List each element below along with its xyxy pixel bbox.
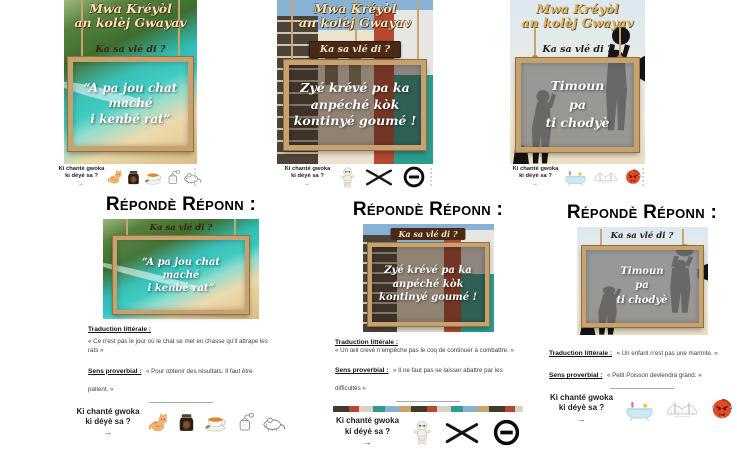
credit-mark	[642, 168, 644, 186]
poster-timoun	[510, 0, 645, 190]
poster-header	[277, 2, 433, 30]
question-text: Ka sa vlé di ?	[542, 44, 613, 55]
poster-header	[64, 2, 197, 30]
traduction-label: Traduction littérale :	[88, 326, 152, 333]
explanation-block	[549, 342, 735, 382]
gwoka-question: Ki chanté gwoka ki déyè sa ? →	[76, 406, 140, 438]
rat-icon	[183, 171, 202, 184]
arrow-icon: →	[362, 437, 373, 448]
bathtub-icon	[625, 398, 654, 421]
gwoka-strip	[510, 164, 645, 190]
sens-line	[549, 364, 735, 382]
coffee-jar-icon	[177, 413, 196, 432]
divider	[396, 401, 460, 402]
gwoka-question: Ki chanté gwoka ki déyè sa ? →	[58, 165, 105, 187]
traduction-text: « Un œil crevé n'empêche pas le coq de continuer à combattre. »	[335, 347, 514, 354]
arrow-icon: →	[532, 180, 539, 187]
coffee-jar-icon	[126, 170, 141, 185]
explanation-block	[335, 339, 521, 395]
arrow-icon: →	[576, 413, 587, 424]
proverb-text: Zyé krévé pa ka anpéché kòk kontinyé goumé !	[379, 265, 477, 304]
traduction-text: « Ce n'est pas le jour où le chat se met en chasse qu'il attrape les rats »	[88, 338, 268, 355]
crossed-lines-icon	[445, 420, 479, 445]
proverb-text: Zyé krévé pa ka anpéché kòk kontinyé goumé !	[293, 79, 417, 129]
gwoka-question: Ki chanté gwoka ki déyè sa ? →	[512, 165, 559, 187]
header-line2: an kolèj Gwayav	[521, 15, 634, 30]
sens-text: « Pour obtenir des résultats. Il faut être patient. »	[88, 367, 253, 393]
section-title: Répondè Réponn :	[105, 194, 257, 215]
arrow-icon: →	[304, 180, 311, 187]
gwoka-question: Ki chanté gwoka ki déyè sa ? →	[284, 165, 331, 187]
mini-poster-timoun	[577, 227, 708, 335]
sens-label: Sens proverbial :	[88, 367, 142, 375]
photo-strip	[333, 406, 523, 412]
credit-mark	[430, 168, 432, 186]
bridge-icon	[593, 169, 618, 185]
question-banner: Ka sa vlé di ?	[390, 228, 465, 240]
flyer-kok	[333, 199, 523, 449]
silhouettes-photo	[577, 227, 708, 335]
flyer-timoun	[547, 202, 737, 425]
teacup-icon	[144, 170, 162, 185]
mini-poster-chat	[103, 219, 259, 319]
bridge-icon	[666, 399, 698, 419]
proverb-text: “A pa jou chat maché i kenbé rat”	[141, 256, 221, 294]
bathtub-icon	[564, 168, 587, 186]
header-line2: an kolèj Gwayav	[74, 15, 187, 30]
explanation-block	[88, 326, 274, 396]
angry-face-icon	[710, 397, 734, 421]
teabag-icon	[165, 170, 180, 185]
header-line1: Mwa Kréyòl	[313, 1, 397, 16]
angry-face-icon	[624, 168, 642, 186]
houses-photo	[363, 224, 494, 332]
question-text: Ka sa vlé di ?	[149, 223, 213, 233]
header-line1: Mwa Kréyòl	[536, 1, 619, 16]
mummy-icon	[413, 420, 431, 445]
traduction-line	[549, 342, 735, 360]
traduction-text: « Un enfant n'est pas une marmite. »	[616, 350, 718, 357]
question-text: Ka sa vlé di ?	[95, 44, 166, 55]
sens-text: « Il ne faut pas se laisser abattre par les difficultés »	[335, 367, 503, 393]
gwoka-row	[333, 416, 523, 448]
gwoka-row	[547, 393, 737, 425]
proverb-text: Timoun pa ti chodyè	[616, 265, 668, 306]
proverb-text: “A pa jou chat maché i kenbé rat”	[83, 80, 178, 126]
sens-line	[335, 359, 521, 395]
question-banner: Ka sa vlé di ?	[309, 41, 401, 58]
sens-text: « Petit Poisson deviendra grand. »	[606, 372, 702, 379]
chalkboard-frame	[516, 58, 639, 152]
arrow-icon: →	[103, 427, 113, 438]
teacup-icon	[204, 413, 227, 432]
beach-photo	[64, 0, 197, 164]
mini-poster-kok	[363, 224, 494, 332]
no-entry-icon	[493, 419, 520, 446]
proverb-frame	[368, 243, 489, 326]
beach-photo	[103, 219, 259, 319]
flyer-chat	[76, 194, 276, 439]
gwoka-row	[76, 406, 276, 439]
traduction-label: Traduction littérale :	[335, 339, 399, 346]
houses-photo	[277, 0, 433, 164]
poster-header	[510, 2, 645, 30]
question-text: Ka sa vlé di ?	[610, 231, 674, 241]
sens-label: Sens proverbial :	[335, 367, 389, 375]
proverb-text: Timoun pa ti chodyè	[545, 77, 610, 131]
proverb-frame	[68, 57, 193, 151]
traduction-label: Traduction littérale :	[549, 350, 613, 357]
poster-chat	[58, 0, 197, 190]
silhouettes-photo	[510, 0, 645, 164]
cat-icon	[148, 412, 169, 433]
proverb-frame	[284, 60, 426, 150]
rat-icon	[262, 415, 286, 431]
cat-icon	[107, 169, 123, 185]
credit-mark	[194, 168, 196, 186]
sens-label: Sens proverbial :	[549, 372, 603, 379]
crossed-lines-icon	[365, 167, 393, 187]
divider	[149, 402, 213, 403]
arrow-icon: →	[78, 180, 85, 187]
divider	[610, 388, 674, 389]
poster-kok	[277, 0, 433, 190]
header-line2: an kolèj Gwayav	[298, 15, 412, 30]
gwoka-strip	[58, 164, 197, 190]
header-line1: Mwa Kréyòl	[89, 1, 172, 16]
teabag-icon	[235, 413, 254, 432]
no-entry-icon	[403, 166, 425, 188]
mummy-icon	[340, 167, 355, 188]
section-title: Répondè Réponn :	[566, 202, 718, 223]
sens-line	[88, 360, 274, 396]
section-title: Répondè Réponn :	[352, 199, 504, 220]
gwoka-strip	[277, 164, 433, 190]
proverb-frame	[113, 236, 249, 314]
gwoka-question: Ki chanté gwoka ki déyè sa ? →	[549, 393, 614, 424]
gwoka-question: Ki chanté gwoka ki déyè sa ? →	[335, 416, 400, 448]
chalkboard-frame	[582, 246, 703, 327]
